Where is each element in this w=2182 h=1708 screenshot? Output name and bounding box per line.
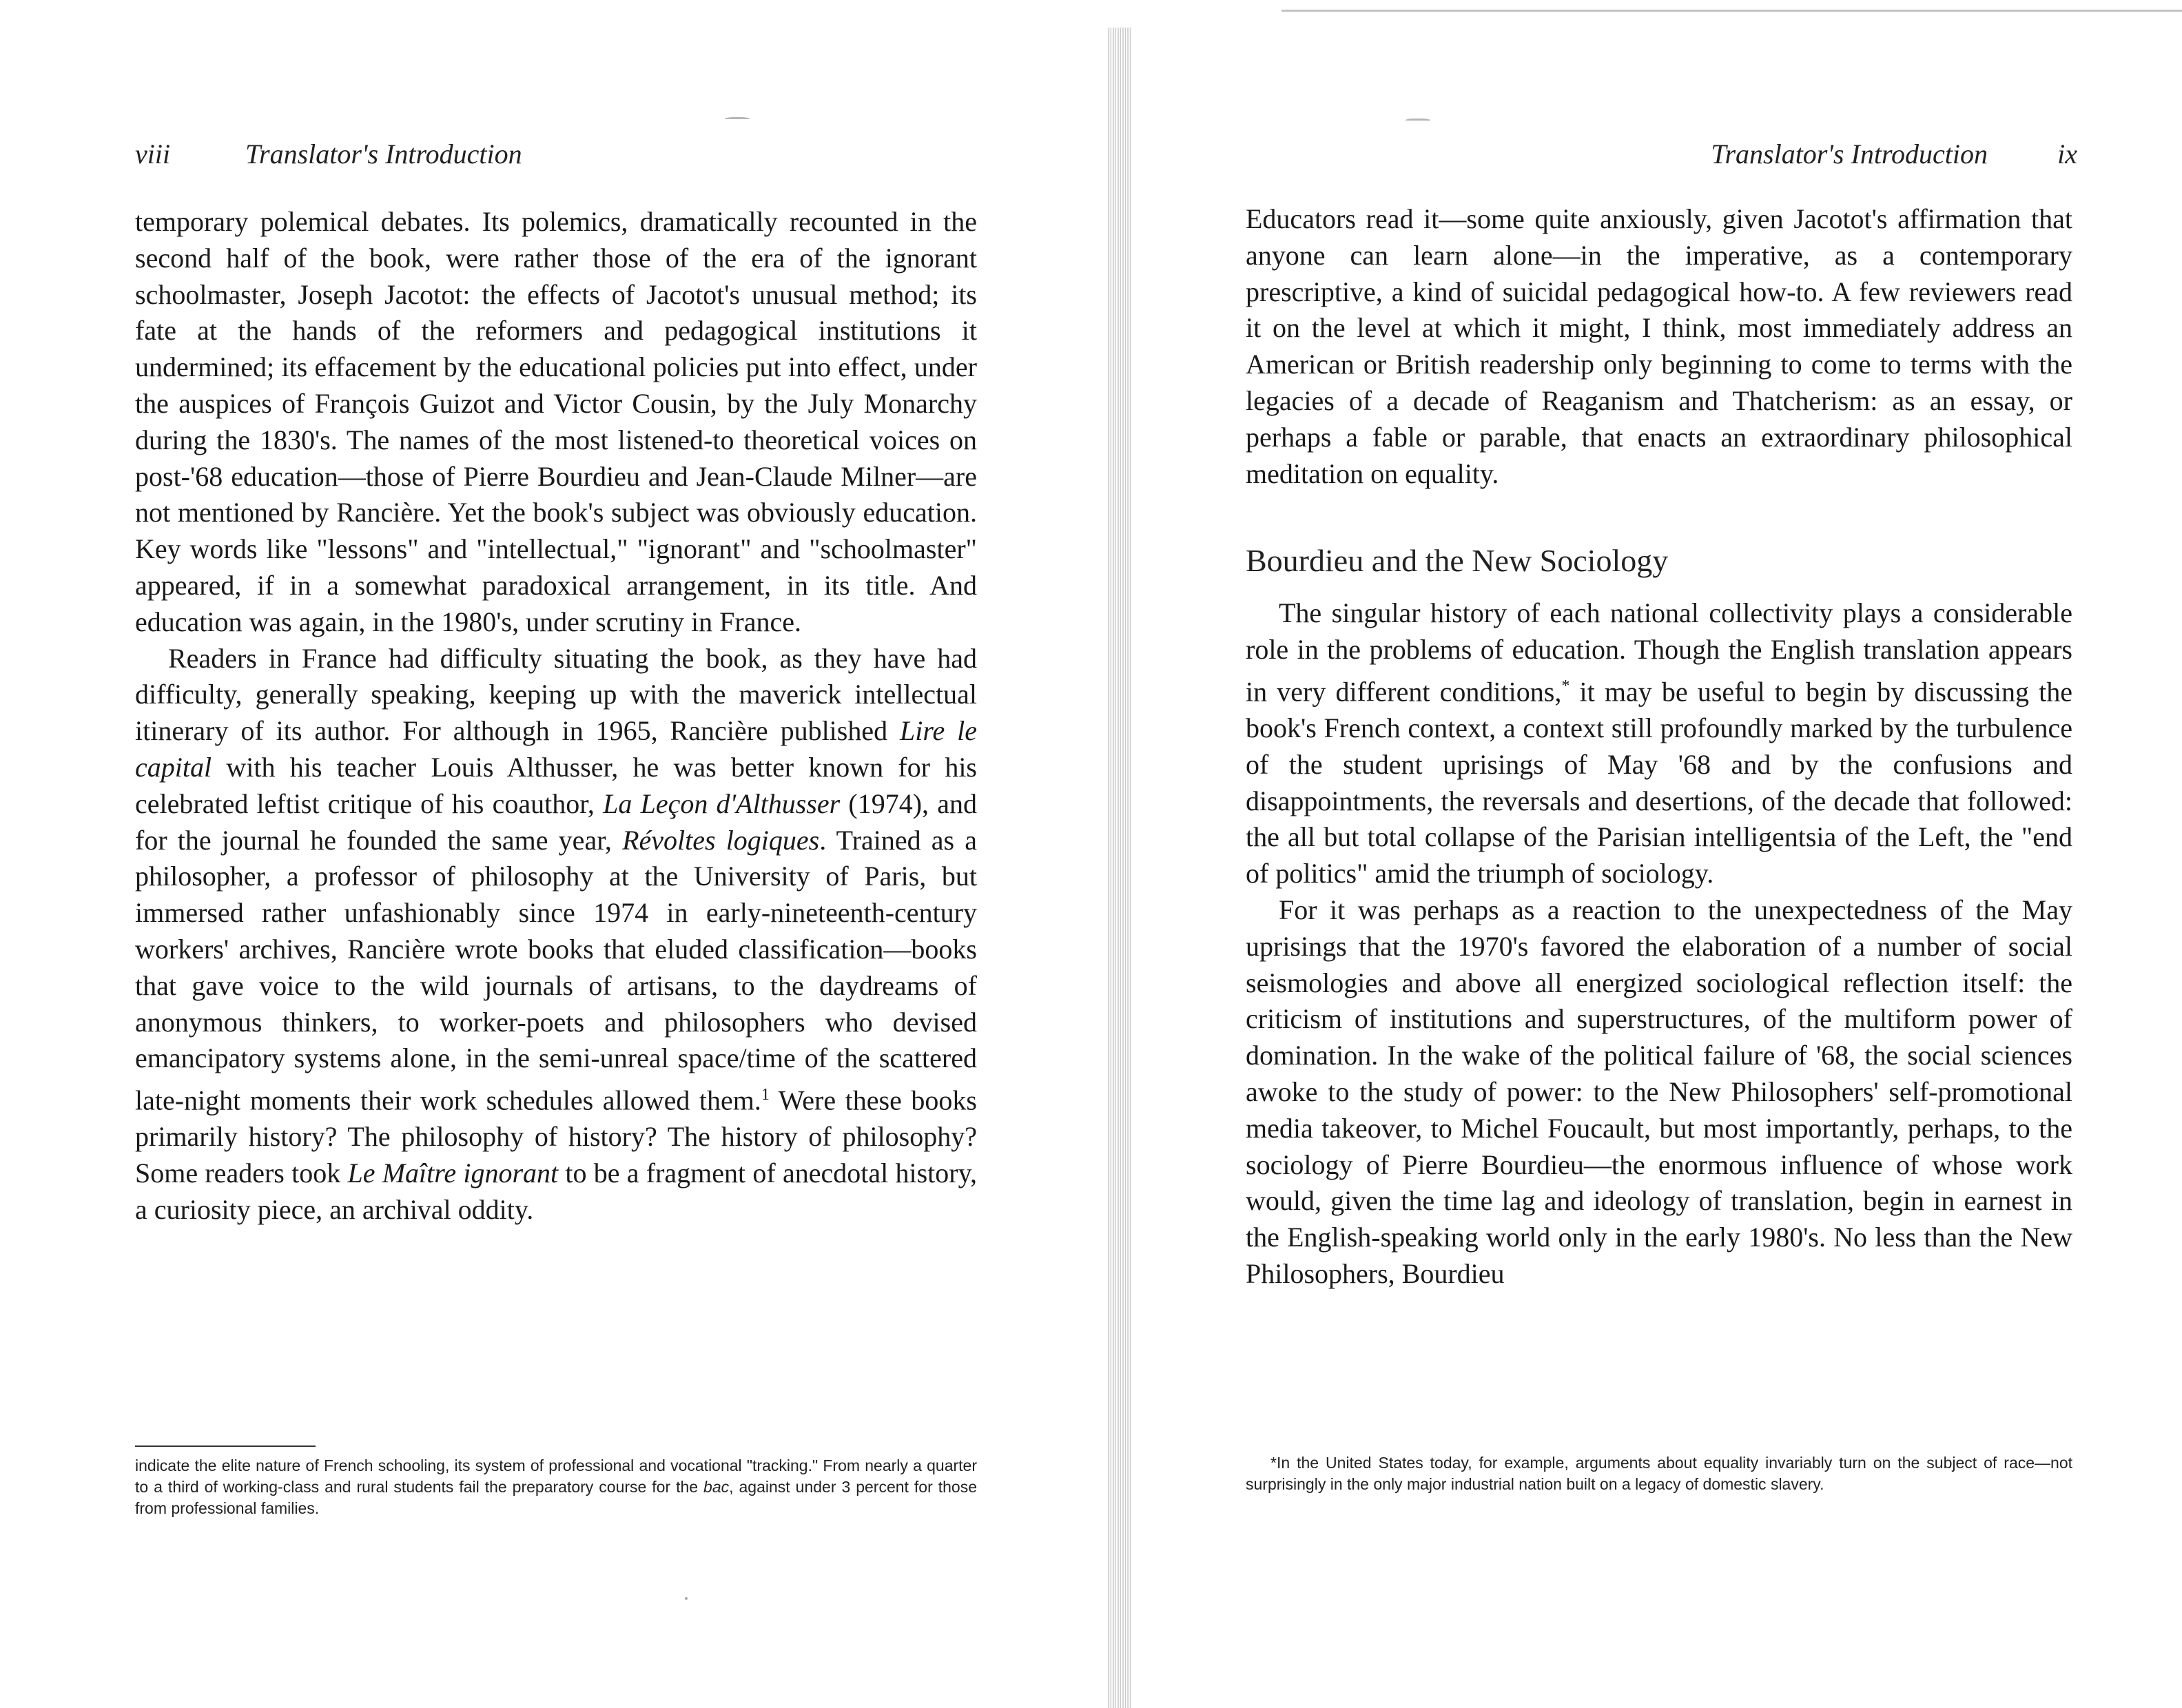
journal-title: Révoltes logiques bbox=[622, 824, 820, 856]
body-text bbox=[135, 204, 977, 1228]
left-page bbox=[0, 0, 1075, 1708]
emphasis: bac bbox=[703, 1478, 730, 1496]
text-run: The singular history of each national collectivity plays a considerable role in the problems of education. Though the English translation appears in very different conditions, bbox=[1246, 597, 2072, 708]
text-run: Were these books primarily history? The philosophy of history? The history of philosophy? Some readers took bbox=[135, 1084, 977, 1189]
footnote-marker: * bbox=[1561, 677, 1570, 695]
book-title: Lire le capital bbox=[135, 715, 978, 783]
paragraph: temporary polemical debates. Its polemics, dramatically recounted in the second half of the book, were rather those of the era of the ignorant schoolmaster, Joseph Jacotot: the effects of Jacotot's unusual method; its fate at the hands of the reformers and pedagogical institutions it undermined; its effacement by the educational policies put into effect, under the auspices of François Guizot and Victor Cousin, by the July Monarchy during the 1830's. The names of the most listened-to theoretical voices on post-'68 education—those of Pierre Bourdieu and Jean-Claude Milner—are not mentioned by Rancière. Yet the book's subject was obviously education. Key words like "lessons" and "intellectual," "ignorant" and "schoolmaster" appeared, if in a somewhat paradoxical arrangement, in its title. And education was again, in the 1980's, under scrutiny in France. bbox=[135, 206, 977, 637]
book-title: Le Maître ignorant bbox=[347, 1157, 559, 1189]
page-number: viii bbox=[135, 138, 171, 169]
footnote bbox=[135, 1455, 977, 1519]
footnote-rule bbox=[135, 1445, 316, 1447]
text-run: . Trained as a philosopher, a professor of philosophy at the University of Paris, but immersed rather unfashionably since 1974 in early-nineteenth-century workers' archives, Rancière wrote books that eluded classification—books that gave voice to the wild journals of artisans, to the daydreams of anonymous thinkers, to worker-poets and philosophers who devised emancipatory systems alone, in the semi-unreal space/time of the scattered late-night moments their work schedules allowed them. bbox=[135, 824, 977, 1116]
paragraph bbox=[135, 641, 977, 1228]
paragraph: Educators read it—some quite anxiously, given Jacotot's affirmation that anyone can learn alone—in the imperative, as a contemporary prescriptive, a kind of suicidal pedagogical how-to. A few reviewers read it on the level at which it might, I think, most immediately address an American or British readership only beginning to come to terms with the legacies of a decade of Reaganism and Thatcherism: as an essay, or perhaps a fable or parable, that enacts an extraordinary philosophical meditation on equality. bbox=[1246, 203, 2072, 489]
running-head bbox=[135, 138, 976, 171]
running-head-title: Translator's Introduction bbox=[1711, 138, 1988, 169]
body-text bbox=[1246, 201, 2072, 1293]
book-title: La Leçon d'Althusser bbox=[603, 788, 841, 819]
paragraph bbox=[1246, 595, 2072, 892]
text-run: with his teacher Louis Althusser, he was better known for his celebrated leftist critique of his coauthor, bbox=[135, 751, 977, 819]
section-heading: Bourdieu and the New Sociology bbox=[1246, 543, 1669, 579]
paragraph: For it was perhaps as a reaction to the unexpectedness of the May uprisings that the 1970's favored the elaboration of a number of social seismologies and above all energized sociological reflection itself: the criticism of institutions and superstructures, of the multiform power of domination. In the wake of the political failure of '68, the social sciences awoke to the study of power: to the New Philosophers' self-promotional media takeover, to Michel Foucault, but most importantly, perhaps, to the sociology of Pierre Bourdieu—the enormous influence of whose work would, given the time lag and ideology of translation, begin in earnest in the English-speaking world only in the early 1980's. No less than the New Philosophers, Bourdieu bbox=[1246, 894, 2072, 1290]
running-head-title: Translator's Introduction bbox=[245, 138, 522, 169]
right-page bbox=[1130, 0, 2182, 1708]
text-run: it may be useful to begin by discussing the book's French context, a context still profoundly marked by the turbulence of the student uprisings of May '68 and by the confusions and disappointments, the reversals and desertions, of the decade that followed: the all but total collapse of the Parisian intelligentsia of the Left, the "end of politics" amid the triumph of sociology. bbox=[1246, 676, 2072, 889]
text-run: (1974), and for the journal he founded the same year, bbox=[135, 788, 977, 856]
footnote-marker: 1 bbox=[761, 1086, 770, 1104]
text-run: Readers in France had difficulty situating the book, as they have had difficulty, generally speaking, keeping up with the maverick intellectual itinerary of its author. For although in 1965, Rancière published bbox=[135, 642, 977, 747]
running-head bbox=[1250, 138, 2077, 171]
page-number: ix bbox=[2057, 138, 2077, 169]
book-gutter bbox=[1108, 28, 1131, 1708]
footnote: *In the United States today, for example, arguments about equality invariably turn on the subject of race—not surprisingly in the only major industrial nation built on a legacy of domestic slavery. bbox=[1246, 1454, 2072, 1493]
text-run: to be a fragment of anecdotal history, a curiosity piece, an archival oddity. bbox=[135, 1157, 977, 1225]
text-run: indicate the elite nature of French schooling, its system of professional and vocational "tracking." From nearly a quarter to a third of working-class and rural students fail the preparatory course for the bbox=[135, 1457, 977, 1496]
text-run: , against under 3 percent for those from professional families. bbox=[135, 1478, 977, 1517]
